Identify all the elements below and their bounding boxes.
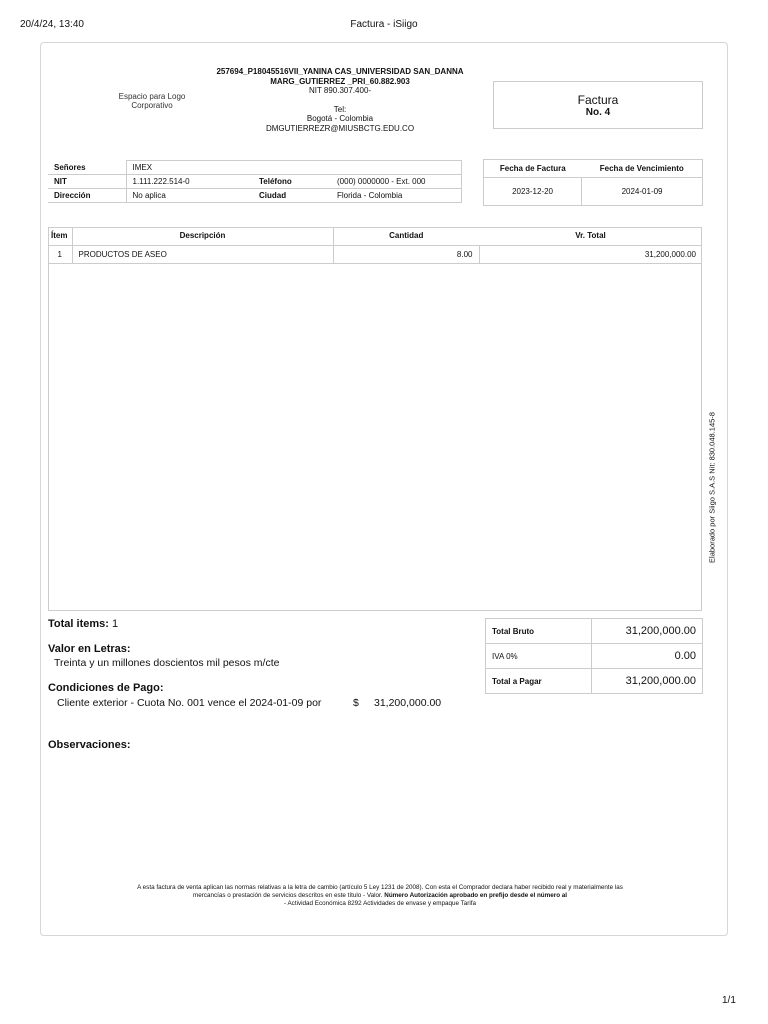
client-address: No aplica [126,189,253,203]
invoice-number: No. 4 [585,107,611,118]
client-name: IMEX [126,161,462,175]
company-email: DMGUTIERREZR@MIUSBCTG.EDU.CO [265,123,415,133]
page-number: 1/1 [722,995,736,1006]
total-pagar: 31,200,000.00 [625,675,696,687]
observaciones-label: Observaciones: [48,739,131,751]
label: Ciudad [259,191,287,200]
logo-placeholder: Espacio para Logo Corporativo [118,92,186,110]
company-city: Bogotá - Colombia [306,114,374,123]
label: Señores [54,162,86,172]
condiciones-amount: 31,200,000.00 [374,697,442,709]
invoice-title: Factura [577,93,619,107]
label: Fecha de Factura [499,164,566,173]
legal-footer [60,884,700,908]
invoice-date: 2023-12-20 [484,178,582,206]
table-row [48,245,702,263]
due-date: 2024-01-09 [621,187,663,196]
client-table [48,160,462,203]
company-name-2: MARG_GUTIERREZ _PRI_60.882.903 [270,76,410,86]
label: Total Bruto [486,619,592,644]
condiciones-label: Condiciones de Pago: [48,682,164,694]
side-credit: Elaborado por Siigo S.A.S Nit: 830.048.145-8 [707,412,717,563]
total-items-value: 1 [111,618,119,630]
row-item: 1 [48,245,72,263]
iva: 0.00 [674,650,696,662]
condiciones-currency: $ [353,697,359,709]
total-bruto: 31,200,000.00 [625,625,696,637]
footer-line: mercancías o prestación de servicios descritos en este título - Valor. [192,892,383,899]
total-items [48,618,118,630]
label: Teléfono [259,177,292,186]
row-total: 31,200,000.00 [644,249,696,259]
valor-letras: Treinta y un millones doscientos mil pesos m/cte [54,657,280,669]
footer-line: - Actividad Económica 8292 Actividades de envase y empaque Tarifa [283,900,477,907]
valor-letras-label: Valor en Letras: [48,643,131,655]
header-item: Ítem [48,227,72,245]
print-title: Factura - iSiigo [350,19,418,30]
label: Total a Pagar [486,669,592,694]
invoice-title-box [493,81,703,129]
company-nit: NIT 890.307.400- [308,86,372,95]
dates-table [483,159,703,206]
company-name-1: 257694_P18045516VII_YANINA CAS_UNIVERSIDAD SAN_DANNA [216,67,464,76]
header-total: Vr. Total [575,231,606,241]
items-header [48,227,702,245]
header-quantity: Cantidad [389,231,424,241]
label: NIT [54,177,67,186]
print-datetime: 20/4/24, 13:40 [20,19,84,30]
items-table [48,227,702,264]
totals-row [486,669,703,694]
company-info [200,67,480,133]
label: IVA 0% [486,644,592,669]
totals-row [486,644,703,669]
client-nit: 1.111.222.514-0 [126,175,253,189]
label: Dirección [54,191,91,200]
items-area [48,227,702,611]
company-tel: Tel: [333,104,347,114]
footer-line: A esta factura de venta aplican las normas relativas a la letra de cambio (artículo 5 Ley 1231 de 2008). Con esta el Comprador declara haber recibido real y materialmente las [137,884,623,891]
row-quantity: 8.00 [333,245,479,263]
row-description: PRODUCTOS DE ASEO [72,245,333,263]
header-description: Descripción [72,227,333,245]
label: Total items: [48,618,109,630]
client-phone: (000) 0000000 - Ext. 000 [331,175,462,189]
footer-line: Número Autorización aprobado en prefijo desde el número al [384,892,568,899]
condiciones: Cliente exterior - Cuota No. 001 vence el 2024-01-09 por [57,697,322,709]
label: Fecha de Vencimiento [599,164,684,173]
totals-table [485,618,703,694]
client-city: Florida - Colombia [331,189,462,203]
totals-row [486,619,703,644]
